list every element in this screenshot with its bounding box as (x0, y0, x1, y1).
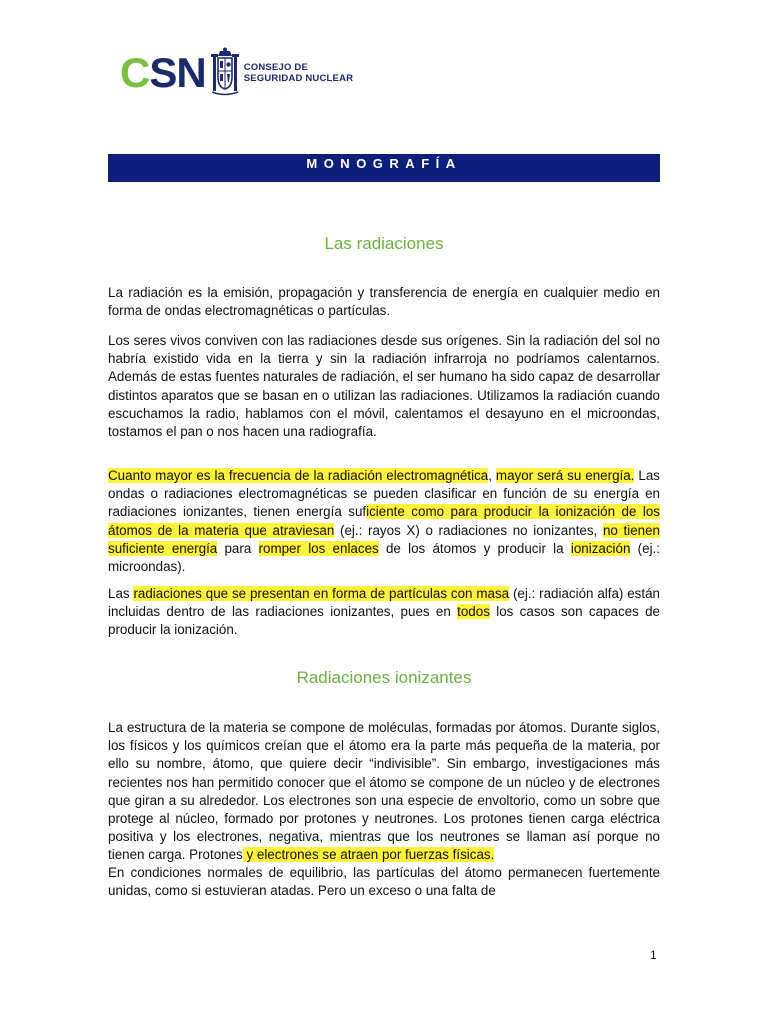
paragraph-estructura-materia: La estructura de la materia se compone de moléculas, formadas por átomos. Durante siglos, los físicos y los químicos creían que el átomo era la parte más pequeña de la materia, por ello su nombre, átomo, que quiere decir “indivisible”. Sin embargo, investigaciones más recientes nos han permitido conocer que el átomo se compone de un núcleo y de electrones que giran a su alrededor. Los electrones son una especie de envoltorio, como un sobre que protege al núcleo, formado por protones y neutrones. Los protones tienen carga eléctrica positiva y los electrones, negativa, mientras que los neutrones se llaman así porque no tienen carga. Protones y electrones se atraen por fuerzas físicas. (108, 720, 660, 863)
logo-org-name: CONSEJO DE SEGURIDAD NUCLEAR (243, 62, 354, 84)
page-number: 1 (650, 948, 657, 962)
paragraph-particulas: Las radiaciones que se presentan en forma de partículas con masa (ej.: radiación alfa) están incluidas dentro de las radiaciones ionizantes, pues en todos los casos son capaces de producir la ionización. (108, 586, 660, 638)
highlight: ionización (570, 540, 631, 556)
section-title-radiaciones-ionizantes: Radiaciones ionizantes (296, 668, 472, 687)
monografia-banner: MONOGRAFÍA (108, 154, 660, 182)
highlight: no tienen suficiente energía (108, 522, 660, 556)
coat-of-arms-icon (210, 47, 240, 99)
paragraph-definition: La radiación es la emisión, propagación y transferencia de energía en cualquier medio en forma de ondas electromagnéticas o partículas. (108, 285, 660, 319)
paragraph-seres-vivos: Los seres vivos conviven con las radiaciones desde sus orígenes. Sin la radiación del sol no habría existido vida en la tierra y sin la radiación infrarroja no podríamos calentarnos. Además de estas fuentes naturales de radiación, el ser humano ha sido capaz de desarrollar distintos aparatos que se basan en o utilizan las radiaciones. Utilizamos la radiación cuando escuchamos la radio, hablamos con el móvil, calentamos el desayuno en el microondas, tostamos el pan o nos hacen una radiografía. (108, 333, 660, 440)
highlight: radiaciones que se presentan en forma de partículas con masa (133, 586, 510, 601)
highlight: iciente como para producir la ionización de los átomos de la materia que atraviesan (108, 504, 660, 538)
csn-logo (120, 44, 353, 102)
paragraph-equilibrio: En condiciones normales de equilibrio, las partículas del átomo permanecen fuertemente unidas, como si estuvieran atadas. Pero un exceso o una falta de (108, 865, 660, 899)
logo-wordmark: CSN (120, 49, 206, 96)
section-title-las-radiaciones: Las radiaciones (324, 234, 444, 253)
highlight: todos (457, 604, 490, 620)
highlight: Cuanto mayor es la frecuencia de la radiación electromagnética (108, 468, 489, 483)
paragraph-frecuencia: Cuanto mayor es la frecuencia de la radiación electromagnética, mayor será su energía. Las ondas o radiaciones electromagnéticas se pueden clasificar en función de su energía en radiaciones ionizantes, tienen energía suficiente como para producir la ionización de los átomos de la materia que atraviesan (ej.: rayos X) o radiaciones no ionizantes, no tienen suficiente energía para romper los enlaces de los átomos y producir la ionización (ej.: microondas). (108, 468, 660, 575)
highlight: romper los enlaces (258, 540, 379, 556)
highlight: y electrones se atraen por fuerzas físicas. (242, 847, 495, 863)
highlight: mayor será su energía. (495, 468, 635, 483)
